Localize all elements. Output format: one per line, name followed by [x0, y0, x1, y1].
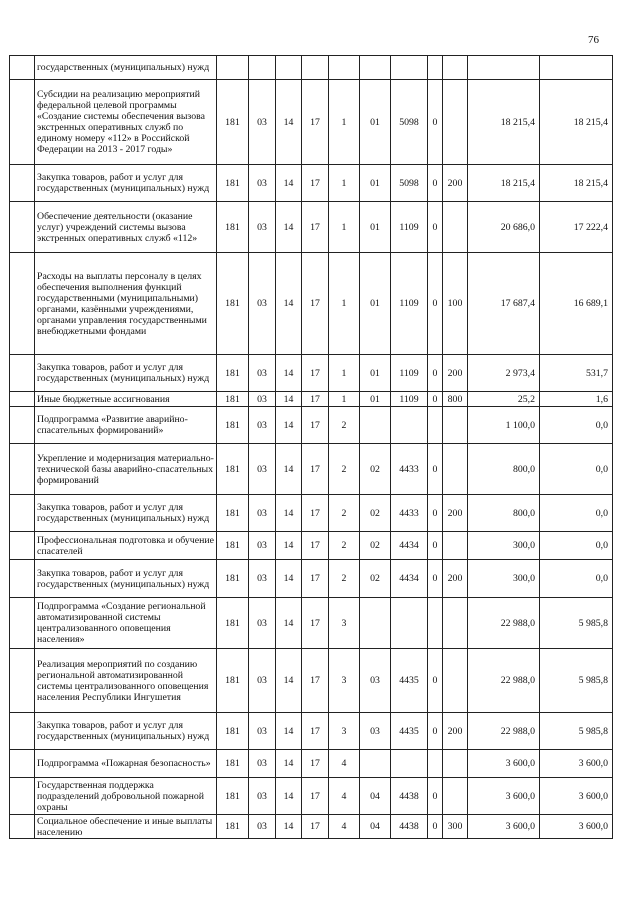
- row-number-cell: [10, 815, 35, 839]
- item-name-cell: Закупка товаров, работ и услуг для государственных (муниципальных) нужд: [35, 495, 217, 532]
- planned-amount-cell: 18 215,4: [468, 80, 540, 165]
- row-number-cell: [10, 495, 35, 532]
- code-cell-c3: 14: [276, 649, 302, 713]
- code-cell-c6: [360, 750, 391, 778]
- code-cell-c7: 1109: [391, 392, 428, 407]
- code-cell-c7: 5098: [391, 80, 428, 165]
- code-cell-c5: 4: [329, 750, 360, 778]
- code-cell-c9: 100: [443, 253, 468, 355]
- code-cell-c4: 17: [302, 407, 329, 444]
- code-cell-c8: 0: [428, 713, 443, 750]
- planned-amount-cell: 22 988,0: [468, 598, 540, 649]
- code-cell-c9: [443, 56, 468, 80]
- code-cell-c3: 14: [276, 815, 302, 839]
- code-cell-c3: 14: [276, 532, 302, 560]
- row-number-cell: [10, 713, 35, 750]
- code-cell-c8: 0: [428, 815, 443, 839]
- table-row: [10, 649, 613, 713]
- code-cell-c2: 03: [249, 649, 276, 713]
- actual-amount-cell: 0,0: [540, 407, 613, 444]
- code-cell-c6: [360, 598, 391, 649]
- code-cell-c4: 17: [302, 392, 329, 407]
- code-cell-c8: [428, 750, 443, 778]
- table-row: [10, 598, 613, 649]
- item-name-cell: государственных (муниципальных) нужд: [35, 56, 217, 80]
- table-row: [10, 495, 613, 532]
- code-cell-c4: [302, 56, 329, 80]
- code-cell-c6: [360, 407, 391, 444]
- code-cell-c7: 4435: [391, 713, 428, 750]
- code-cell-c8: [428, 407, 443, 444]
- code-cell-c2: 03: [249, 560, 276, 598]
- table-row: [10, 713, 613, 750]
- row-number-cell: [10, 560, 35, 598]
- item-name-cell: Субсидии на реализацию мероприятий федеральной целевой программы «Создание системы обеспечения вызова экстренных оперативных служб по единому номеру «112» в Российской Федерации на 2013 - 2017 годы»: [35, 80, 217, 165]
- code-cell-c3: 14: [276, 778, 302, 815]
- code-cell-c8: 0: [428, 495, 443, 532]
- code-cell-c5: 3: [329, 649, 360, 713]
- code-cell-c3: 14: [276, 355, 302, 392]
- code-cell-c2: [249, 56, 276, 80]
- table-body: [10, 56, 613, 839]
- code-cell-c8: 0: [428, 165, 443, 202]
- code-cell-c2: 03: [249, 80, 276, 165]
- code-cell-c3: 14: [276, 495, 302, 532]
- planned-amount-cell: 3 600,0: [468, 750, 540, 778]
- table-row: [10, 56, 613, 80]
- item-name-cell: Закупка товаров, работ и услуг для государственных (муниципальных) нужд: [35, 713, 217, 750]
- item-name-cell: Профессиональная подготовка и обучение спасателей: [35, 532, 217, 560]
- code-cell-c4: 17: [302, 355, 329, 392]
- code-cell-c3: 14: [276, 407, 302, 444]
- code-cell-c7: 4435: [391, 649, 428, 713]
- actual-amount-cell: 5 985,8: [540, 713, 613, 750]
- code-cell-c4: 17: [302, 778, 329, 815]
- code-cell-c1: 181: [217, 165, 249, 202]
- code-cell-c2: 03: [249, 778, 276, 815]
- code-cell-c6: 01: [360, 202, 391, 253]
- actual-amount-cell: 3 600,0: [540, 750, 613, 778]
- code-cell-c9: 200: [443, 713, 468, 750]
- code-cell-c1: 181: [217, 560, 249, 598]
- table-row: [10, 560, 613, 598]
- code-cell-c5: 2: [329, 532, 360, 560]
- planned-amount-cell: 3 600,0: [468, 778, 540, 815]
- planned-amount-cell: 2 973,4: [468, 355, 540, 392]
- code-cell-c1: [217, 56, 249, 80]
- code-cell-c2: 03: [249, 713, 276, 750]
- code-cell-c5: 2: [329, 444, 360, 495]
- table-row: [10, 392, 613, 407]
- item-name-cell: Обеспечение деятельности (оказание услуг) учреждений системы вызова экстренных оперативных служб «112»: [35, 202, 217, 253]
- planned-amount-cell: 25,2: [468, 392, 540, 407]
- code-cell-c4: 17: [302, 713, 329, 750]
- item-name-cell: Подпрограмма «Развитие аварийно-спасательных формирований»: [35, 407, 217, 444]
- code-cell-c6: 04: [360, 778, 391, 815]
- code-cell-c7: 1109: [391, 202, 428, 253]
- code-cell-c3: [276, 56, 302, 80]
- planned-amount-cell: 22 988,0: [468, 713, 540, 750]
- table-row: [10, 532, 613, 560]
- code-cell-c2: 03: [249, 598, 276, 649]
- actual-amount-cell: 17 222,4: [540, 202, 613, 253]
- code-cell-c9: 200: [443, 560, 468, 598]
- code-cell-c8: 0: [428, 392, 443, 407]
- row-number-cell: [10, 444, 35, 495]
- actual-amount-cell: 0,0: [540, 495, 613, 532]
- code-cell-c5: 1: [329, 165, 360, 202]
- code-cell-c8: 0: [428, 560, 443, 598]
- row-number-cell: [10, 778, 35, 815]
- planned-amount-cell: 800,0: [468, 444, 540, 495]
- code-cell-c4: 17: [302, 202, 329, 253]
- item-name-cell: Укрепление и модернизация материально-технической базы аварийно-спасательных формирований: [35, 444, 217, 495]
- code-cell-c8: 0: [428, 202, 443, 253]
- table-row: [10, 444, 613, 495]
- code-cell-c5: 1: [329, 253, 360, 355]
- code-cell-c5: 1: [329, 392, 360, 407]
- code-cell-c6: 01: [360, 355, 391, 392]
- planned-amount-cell: 300,0: [468, 532, 540, 560]
- code-cell-c9: [443, 202, 468, 253]
- planned-amount-cell: 300,0: [468, 560, 540, 598]
- item-name-cell: Государственная поддержка подразделений добровольной пожарной охраны: [35, 778, 217, 815]
- row-number-cell: [10, 80, 35, 165]
- planned-amount-cell: 1 100,0: [468, 407, 540, 444]
- code-cell-c4: 17: [302, 253, 329, 355]
- row-number-cell: [10, 355, 35, 392]
- planned-amount-cell: [468, 56, 540, 80]
- row-number-cell: [10, 202, 35, 253]
- code-cell-c2: 03: [249, 165, 276, 202]
- code-cell-c6: [360, 56, 391, 80]
- code-cell-c3: 14: [276, 392, 302, 407]
- code-cell-c3: 14: [276, 253, 302, 355]
- code-cell-c9: [443, 444, 468, 495]
- code-cell-c7: 1109: [391, 253, 428, 355]
- code-cell-c8: 0: [428, 253, 443, 355]
- row-number-cell: [10, 56, 35, 80]
- actual-amount-cell: 18 215,4: [540, 165, 613, 202]
- code-cell-c9: 200: [443, 355, 468, 392]
- code-cell-c7: [391, 56, 428, 80]
- code-cell-c3: 14: [276, 444, 302, 495]
- code-cell-c6: 02: [360, 532, 391, 560]
- code-cell-c5: 1: [329, 80, 360, 165]
- code-cell-c7: 4433: [391, 444, 428, 495]
- code-cell-c7: 4438: [391, 815, 428, 839]
- code-cell-c7: 1109: [391, 355, 428, 392]
- code-cell-c5: 4: [329, 778, 360, 815]
- code-cell-c3: 14: [276, 202, 302, 253]
- code-cell-c1: 181: [217, 392, 249, 407]
- code-cell-c5: 1: [329, 202, 360, 253]
- code-cell-c4: 17: [302, 598, 329, 649]
- planned-amount-cell: 20 686,0: [468, 202, 540, 253]
- actual-amount-cell: 0,0: [540, 560, 613, 598]
- code-cell-c2: 03: [249, 202, 276, 253]
- item-name-cell: Социальное обеспечение и иные выплаты населению: [35, 815, 217, 839]
- budget-table: [9, 55, 613, 839]
- row-number-cell: [10, 253, 35, 355]
- code-cell-c9: [443, 407, 468, 444]
- actual-amount-cell: 531,7: [540, 355, 613, 392]
- code-cell-c2: 03: [249, 815, 276, 839]
- code-cell-c4: 17: [302, 815, 329, 839]
- code-cell-c1: 181: [217, 407, 249, 444]
- code-cell-c3: 14: [276, 560, 302, 598]
- actual-amount-cell: [540, 56, 613, 80]
- code-cell-c6: 03: [360, 649, 391, 713]
- item-name-cell: Закупка товаров, работ и услуг для государственных (муниципальных) нужд: [35, 560, 217, 598]
- code-cell-c2: 03: [249, 444, 276, 495]
- code-cell-c7: 4438: [391, 778, 428, 815]
- item-name-cell: Закупка товаров, работ и услуг для государственных (муниципальных) нужд: [35, 165, 217, 202]
- row-number-cell: [10, 392, 35, 407]
- code-cell-c5: [329, 56, 360, 80]
- table-row: [10, 407, 613, 444]
- code-cell-c4: 17: [302, 495, 329, 532]
- table-row: [10, 815, 613, 839]
- code-cell-c7: [391, 750, 428, 778]
- row-number-cell: [10, 750, 35, 778]
- code-cell-c6: 01: [360, 392, 391, 407]
- code-cell-c1: 181: [217, 253, 249, 355]
- code-cell-c8: [428, 598, 443, 649]
- code-cell-c1: 181: [217, 713, 249, 750]
- code-cell-c6: 01: [360, 253, 391, 355]
- row-number-cell: [10, 598, 35, 649]
- code-cell-c1: 181: [217, 355, 249, 392]
- code-cell-c8: [428, 56, 443, 80]
- code-cell-c4: 17: [302, 532, 329, 560]
- code-cell-c1: 181: [217, 444, 249, 495]
- planned-amount-cell: 800,0: [468, 495, 540, 532]
- code-cell-c4: 17: [302, 560, 329, 598]
- code-cell-c7: 5098: [391, 165, 428, 202]
- code-cell-c9: 800: [443, 392, 468, 407]
- table-row: [10, 253, 613, 355]
- actual-amount-cell: 5 985,8: [540, 598, 613, 649]
- actual-amount-cell: 3 600,0: [540, 778, 613, 815]
- code-cell-c6: 02: [360, 560, 391, 598]
- code-cell-c8: 0: [428, 80, 443, 165]
- actual-amount-cell: 18 215,4: [540, 80, 613, 165]
- code-cell-c6: 02: [360, 444, 391, 495]
- code-cell-c5: 2: [329, 560, 360, 598]
- code-cell-c9: [443, 750, 468, 778]
- actual-amount-cell: 1,6: [540, 392, 613, 407]
- row-number-cell: [10, 165, 35, 202]
- table-row: [10, 355, 613, 392]
- code-cell-c9: [443, 532, 468, 560]
- code-cell-c5: 3: [329, 598, 360, 649]
- code-cell-c3: 14: [276, 598, 302, 649]
- code-cell-c6: 01: [360, 80, 391, 165]
- code-cell-c9: 200: [443, 165, 468, 202]
- code-cell-c1: 181: [217, 649, 249, 713]
- table-row: [10, 202, 613, 253]
- code-cell-c7: 4434: [391, 560, 428, 598]
- planned-amount-cell: 18 215,4: [468, 165, 540, 202]
- row-number-cell: [10, 532, 35, 560]
- item-name-cell: Подпрограмма «Создание региональной автоматизированной системы централизованного оповещения населения»: [35, 598, 217, 649]
- code-cell-c8: 0: [428, 649, 443, 713]
- row-number-cell: [10, 407, 35, 444]
- code-cell-c1: 181: [217, 532, 249, 560]
- code-cell-c6: 01: [360, 165, 391, 202]
- code-cell-c5: 3: [329, 713, 360, 750]
- actual-amount-cell: 0,0: [540, 444, 613, 495]
- table-row: [10, 750, 613, 778]
- code-cell-c1: 181: [217, 598, 249, 649]
- code-cell-c4: 17: [302, 649, 329, 713]
- code-cell-c2: 03: [249, 495, 276, 532]
- code-cell-c4: 17: [302, 444, 329, 495]
- code-cell-c5: 2: [329, 495, 360, 532]
- code-cell-c3: 14: [276, 750, 302, 778]
- item-name-cell: Расходы на выплаты персоналу в целях обеспечения выполнения функций государственными (муниципальными) органами, казёнными учреждениями, органами управления государственными внебюджетными фондами: [35, 253, 217, 355]
- code-cell-c5: 2: [329, 407, 360, 444]
- table-row: [10, 165, 613, 202]
- code-cell-c3: 14: [276, 713, 302, 750]
- row-number-cell: [10, 649, 35, 713]
- code-cell-c9: 200: [443, 495, 468, 532]
- code-cell-c2: 03: [249, 392, 276, 407]
- code-cell-c1: 181: [217, 778, 249, 815]
- code-cell-c7: 4434: [391, 532, 428, 560]
- item-name-cell: Иные бюджетные ассигнования: [35, 392, 217, 407]
- code-cell-c1: 181: [217, 495, 249, 532]
- code-cell-c9: [443, 778, 468, 815]
- code-cell-c1: 181: [217, 815, 249, 839]
- actual-amount-cell: 3 600,0: [540, 815, 613, 839]
- code-cell-c6: 03: [360, 713, 391, 750]
- code-cell-c4: 17: [302, 80, 329, 165]
- code-cell-c2: 03: [249, 253, 276, 355]
- actual-amount-cell: 16 689,1: [540, 253, 613, 355]
- planned-amount-cell: 22 988,0: [468, 649, 540, 713]
- code-cell-c2: 03: [249, 407, 276, 444]
- code-cell-c5: 4: [329, 815, 360, 839]
- code-cell-c4: 17: [302, 165, 329, 202]
- code-cell-c8: 0: [428, 444, 443, 495]
- code-cell-c2: 03: [249, 750, 276, 778]
- code-cell-c2: 03: [249, 532, 276, 560]
- item-name-cell: Закупка товаров, работ и услуг для государственных (муниципальных) нужд: [35, 355, 217, 392]
- table-row: [10, 778, 613, 815]
- item-name-cell: Реализация мероприятий по созданию региональной автоматизированной системы централизованного оповещения населения Республики Ингушетия: [35, 649, 217, 713]
- page-number: 76: [588, 34, 599, 46]
- code-cell-c8: 0: [428, 778, 443, 815]
- code-cell-c7: [391, 407, 428, 444]
- code-cell-c1: 181: [217, 80, 249, 165]
- planned-amount-cell: 17 687,4: [468, 253, 540, 355]
- code-cell-c8: 0: [428, 532, 443, 560]
- code-cell-c8: 0: [428, 355, 443, 392]
- code-cell-c5: 1: [329, 355, 360, 392]
- table-row: [10, 80, 613, 165]
- actual-amount-cell: 5 985,8: [540, 649, 613, 713]
- item-name-cell: Подпрограмма «Пожарная безопасность»: [35, 750, 217, 778]
- code-cell-c9: [443, 80, 468, 165]
- code-cell-c1: 181: [217, 750, 249, 778]
- code-cell-c2: 03: [249, 355, 276, 392]
- code-cell-c7: 4433: [391, 495, 428, 532]
- code-cell-c9: [443, 598, 468, 649]
- planned-amount-cell: 3 600,0: [468, 815, 540, 839]
- code-cell-c3: 14: [276, 80, 302, 165]
- code-cell-c9: 300: [443, 815, 468, 839]
- code-cell-c6: 04: [360, 815, 391, 839]
- code-cell-c3: 14: [276, 165, 302, 202]
- code-cell-c7: [391, 598, 428, 649]
- code-cell-c4: 17: [302, 750, 329, 778]
- code-cell-c9: [443, 649, 468, 713]
- actual-amount-cell: 0,0: [540, 532, 613, 560]
- code-cell-c1: 181: [217, 202, 249, 253]
- code-cell-c6: 02: [360, 495, 391, 532]
